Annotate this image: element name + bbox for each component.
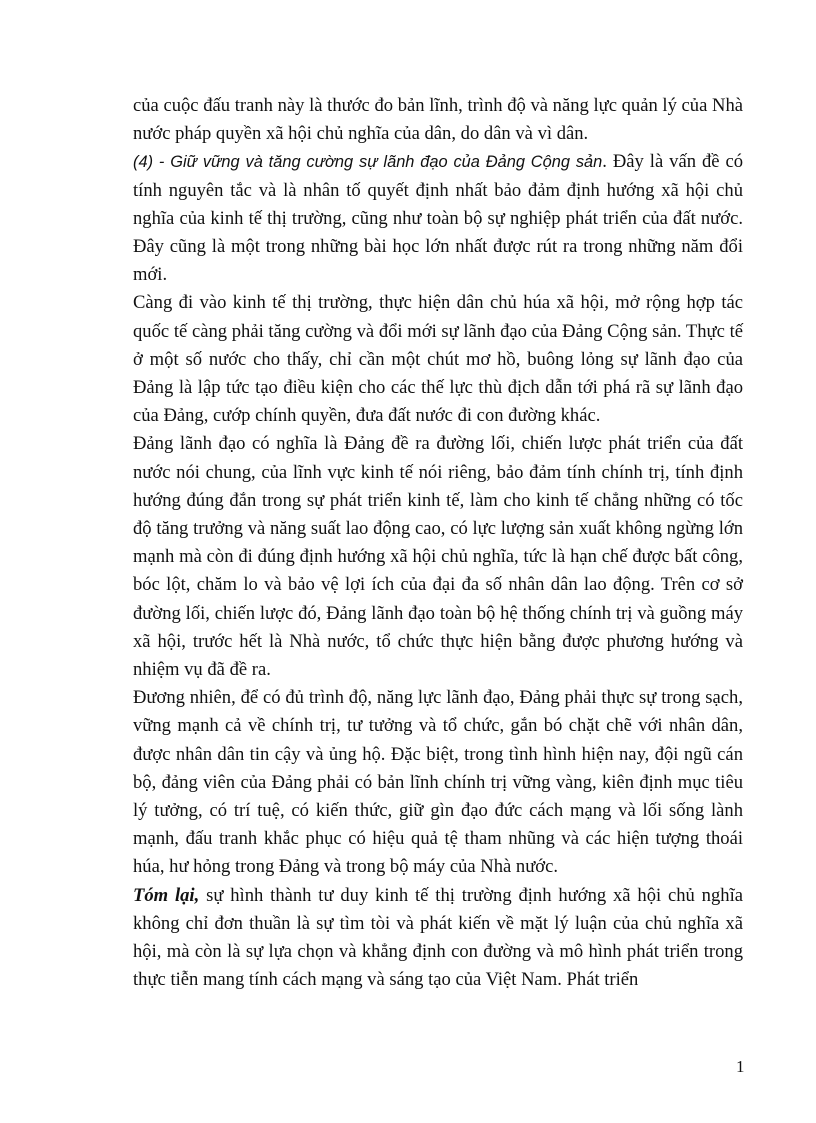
paragraph-3-text: Càng đi vào kinh tế thị trường, thực hiện dân chủ húa xã hội, mở rộng hợp tác quốc tế càng phải tăng cường và đổi mới sự lãnh đạo của Đảng Cộng sản. Thực tế ở một số nước cho thấy, chỉ cần một chút mơ hồ, buông lỏng sự lãnh đạo của Đảng là lập tức tạo điều kiện cho các thế lực thù địch dẫn tới phá rã sự lãnh đạo của Đảng, cướp chính quyền, đưa đất nước đi con đường khác.: [133, 292, 743, 427]
paragraph-1-text: của cuộc đấu tranh này là thước đo bản lĩnh, trình độ và năng lực quản lý của Nhà nước pháp quyền xã hội chủ nghĩa của dân, do dân và vì dân.: [133, 95, 743, 145]
paragraph-2: [133, 148, 743, 289]
paragraph-5-text: Đương nhiên, để có đủ trình độ, năng lực lãnh đạo, Đảng phải thực sự trong sạch, vững mạnh cả về chính trị, tư tưởng và tổ chức, gắn bó chặt chẽ với nhân dân, được nhân dân tin cậy và ủng hộ. Đặc biệt, trong tình hình hiện nay, đội ngũ cán bộ, đảng viên của Đảng phải có bản lĩnh chính trị vững vàng, kiên định mục tiêu lý tưởng, có trí tuệ, có kiến thức, giữ gìn đạo đức cách mạng và lối sống lành mạnh, đấu tranh khắc phục có hiệu quả tệ tham nhũng và các hiện tượng thoái húa, hư hỏng trong Đảng và trong bộ máy của Nhà nước.: [133, 687, 743, 878]
paragraph-5: [133, 684, 743, 881]
paragraph-6: [133, 882, 743, 995]
paragraph-1: [133, 92, 743, 148]
paragraph-6-text: sự hình thành tư duy kinh tế thị trường định hướng xã hội chủ nghĩa không chỉ đơn thuần là sự tìm tòi và phát kiến về mặt lý luận của chủ nghĩa xã hội, mà còn là sự lựa chọn và khẳng định con đường và mô hình phát triển trong thực tiễn mang tính cách mạng và sáng tạo của Việt Nam. Phát triển: [133, 884, 743, 991]
page-number: 1: [736, 1057, 745, 1076]
paragraph-4-text: Đảng lãnh đạo có nghĩa là Đảng đề ra đường lối, chiến lược phát triển của đất nước nói chung, của lĩnh vực kinh tế nói riêng, bảo đảm tính chính trị, tính định hướng đúng đắn trong sự phát triển kinh tế, làm cho kinh tế chẳng những có tốc độ tăng trưởng và năng suất lao động cao, có lực lượng sản xuất không ngừng lớn mạnh mà còn đi đúng định hướng xã hội chủ nghĩa, tức là hạn chế được bất công, bóc lột, chăm lo và bảo vệ lợi ích của đại đa số nhân dân lao động. Trên cơ sở đường lối, chiến lược đó, Đảng lãnh đạo toàn bộ hệ thống chính trị và guồng máy xã hội, trước hết là Nhà nước, tổ chức thực hiện bằng được phương hướng và nhiệm vụ đã đề ra.: [133, 433, 743, 681]
section-4-heading: (4) - Giữ vững và tăng cường sự lãnh đạo của Đảng Cộng sản: [133, 153, 603, 172]
summary-heading: Tóm lại,: [133, 884, 200, 906]
paragraph-3: [133, 289, 743, 430]
paragraph-2-text: . Đây là vấn đề có tính nguyên tắc và là nhân tố quyết định nhất bảo đảm định hướng xã hội chủ nghĩa của kinh tế thị trường, cũng như toàn bộ sự nghiệp phát triển của đất nước. Đây cũng là một trong những bài học lớn nhất được rút ra trong những năm đổi mới.: [133, 151, 744, 286]
paragraph-4: [133, 430, 743, 684]
document-body: [133, 92, 743, 995]
